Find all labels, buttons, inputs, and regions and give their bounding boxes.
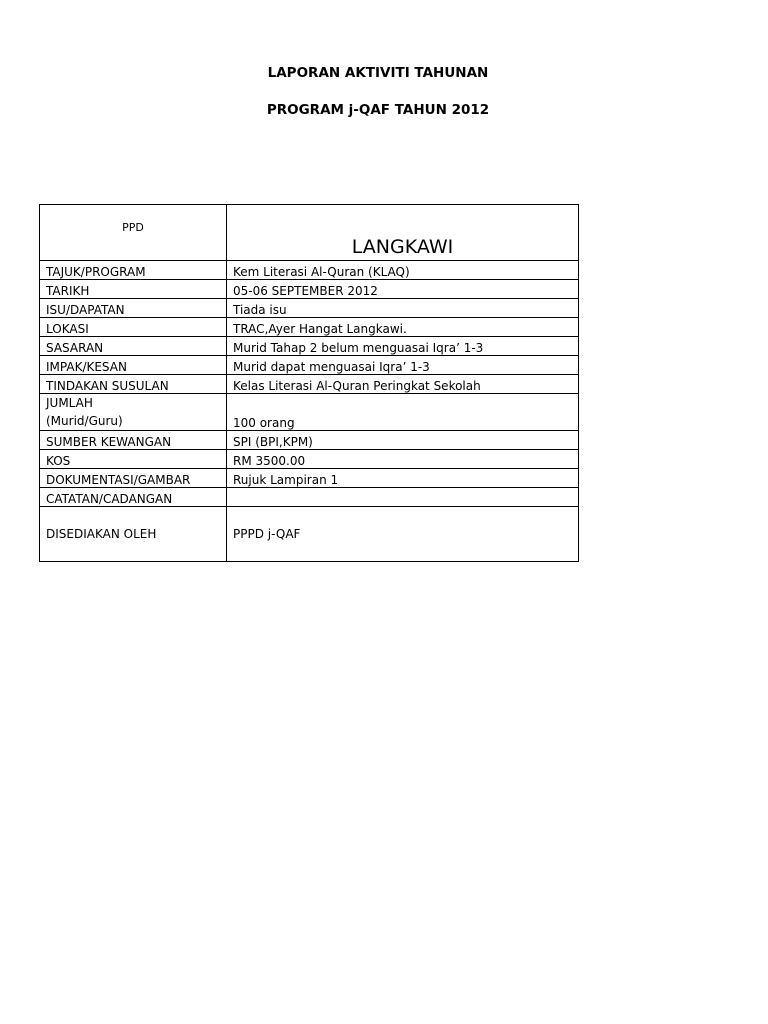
row-label-tarikh: TARIKH [40, 280, 227, 299]
ppd-value: LANGKAWI [227, 205, 579, 261]
row-value-lokasi: TRAC,Ayer Hangat Langkawi. [227, 318, 579, 337]
row-value-catatan [227, 488, 579, 507]
row-label-kos: KOS [40, 450, 227, 469]
row-label-jumlah-line1: JUMLAH [46, 396, 93, 410]
row-value-disediakan: PPPD j-QAF [227, 507, 579, 562]
table-row [40, 299, 579, 318]
row-value-tarikh: 05-06 SEPTEMBER 2012 [227, 280, 579, 299]
table-row [40, 431, 579, 450]
table-row [40, 450, 579, 469]
table-row [40, 337, 579, 356]
report-subtitle: PROGRAM j-QAF TAHUN 2012 [266, 102, 490, 118]
row-value-dokumentasi: Rujuk Lampiran 1 [227, 469, 579, 488]
report-title: LAPORAN AKTIVITI TAHUNAN [267, 65, 489, 81]
row-label-sumber: SUMBER KEWANGAN [40, 431, 227, 450]
table-header-row [40, 205, 579, 261]
row-label-jumlah-line2: (Murid/Guru) [46, 414, 123, 428]
row-value-tindakan: Kelas Literasi Al-Quran Peringkat Sekolah [227, 375, 579, 394]
row-label-jumlah [40, 394, 227, 431]
activity-report-table [39, 204, 579, 562]
row-value-sasaran: Murid Tahap 2 belum menguasai Iqra’ 1-3 [227, 337, 579, 356]
row-value-kos: RM 3500.00 [227, 450, 579, 469]
row-value-impak: Murid dapat menguasai Iqra’ 1-3 [227, 356, 579, 375]
row-value-isu: Tiada isu [227, 299, 579, 318]
table-row [40, 280, 579, 299]
row-label-catatan: CATATAN/CADANGAN [40, 488, 227, 507]
row-value-sumber: SPI (BPI,KPM) [227, 431, 579, 450]
row-label-tindakan: TINDAKAN SUSULAN [40, 375, 227, 394]
table-row [40, 375, 579, 394]
row-label-tajuk: TAJUK/PROGRAM [40, 261, 227, 280]
row-label-isu: ISU/DAPATAN [40, 299, 227, 318]
table-row [40, 261, 579, 280]
row-value-tajuk: Kem Literasi Al-Quran (KLAQ) [227, 261, 579, 280]
row-label-disediakan: DISEDIAKAN OLEH [40, 507, 227, 562]
row-value-jumlah: 100 orang [227, 394, 579, 431]
table-row [40, 469, 579, 488]
ppd-label: PPD [40, 205, 227, 261]
table-row [40, 318, 579, 337]
row-label-impak: IMPAK/KESAN [40, 356, 227, 375]
row-label-sasaran: SASARAN [40, 337, 227, 356]
table-row [40, 394, 579, 431]
table-row [40, 488, 579, 507]
table-row [40, 507, 579, 562]
table-row [40, 356, 579, 375]
row-label-lokasi: LOKASI [40, 318, 227, 337]
row-label-dokumentasi: DOKUMENTASI/GAMBAR [40, 469, 227, 488]
